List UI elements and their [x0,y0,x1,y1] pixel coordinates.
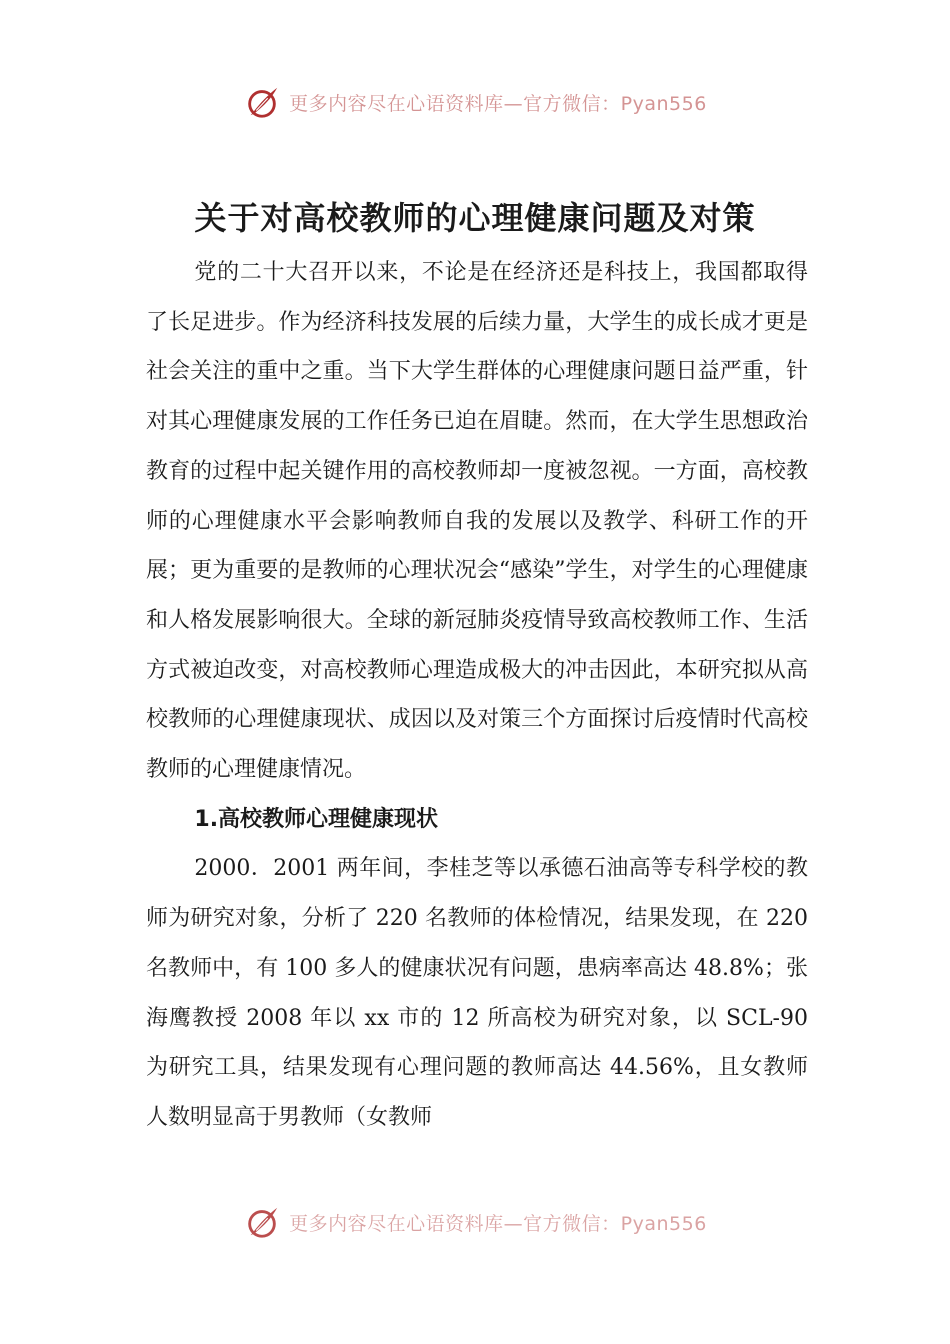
quill-logo-icon [243,83,281,121]
banner-text: 更多内容尽在心语资料库—官方微信：Pyan556 [289,92,707,115]
document-title: 关于对高校教师的心理健康问题及对策 [194,199,756,237]
banner-text: 更多内容尽在心语资料库—官方微信：Pyan556 [289,1212,707,1235]
section-heading: 1.高校教师心理健康现状 [194,806,439,832]
body-paragraph: 2000．2001 两年间，李桂芝等以承德石油高等专科学校的教师为研究对象，分析了 220 名教师的体检情况，结果发现，在 220 名教师中，有 100 多人的健康状况有问题，患病率高达 48.8%；张海鹰教授 2008 年以 xx 市的 12 所高校为研究对象，以 SCL-90 为研究工具，结果发现有心理问题的教师高达 44.56%，且女教师人数明显高于男教师（女教师 [146,856,808,1130]
header-banner [0,80,950,124]
intro-paragraph: 党的二十大召开以来，不论是在经济还是科技上，我国都取得了长足进步。作为经济科技发展的后续力量，大学生的成长成才更是社会关注的重中之重。当下大学生群体的心理健康问题日益严重，针对其心理健康发展的工作任务已迫在眉睫。然而，在大学生思想政治教育的过程中起关键作用的高校教师却一度被忽视。一方面，高校教师的心理健康水平会影响教师自我的发展以及教学、科研工作的开展；更为重要的是教师的心理状况会“感染”学生，对学生的心理健康和人格发展影响很大。全球的新冠肺炎疫情导致高校教师工作、生活方式被迫改变，对高校教师心理造成极大的冲击因此，本研究拟从高校教师的心理健康现状、成因以及对策三个方面探讨后疫情时代高校教师的心理健康情况。 [146,260,808,783]
document-body [146,248,808,1143]
quill-logo-icon [243,1203,281,1241]
footer-banner [0,1200,950,1244]
